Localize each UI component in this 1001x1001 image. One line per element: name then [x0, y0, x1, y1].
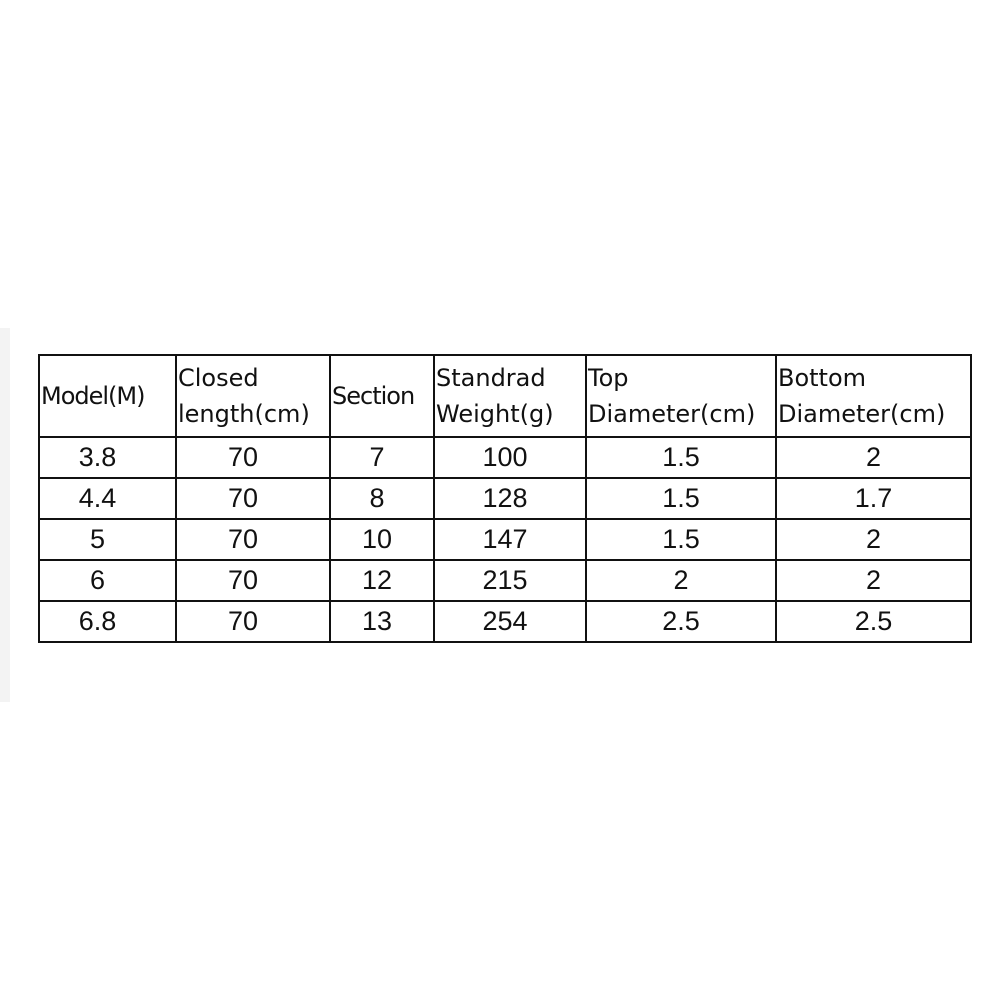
header-top-diameter-line1: Top	[588, 364, 629, 392]
cell-weight: 100	[434, 437, 586, 478]
cell-section: 10	[330, 519, 434, 560]
cell-weight: 254	[434, 601, 586, 642]
cell-top-diameter: 1.5	[586, 478, 776, 519]
cell-model: 3.8	[39, 437, 176, 478]
cell-weight: 147	[434, 519, 586, 560]
cell-top-diameter: 1.5	[586, 519, 776, 560]
header-weight-line1: Standrad	[436, 364, 546, 392]
header-section-label: Section	[332, 382, 415, 410]
cell-model: 5	[39, 519, 176, 560]
header-weight	[434, 355, 586, 437]
cell-top-diameter: 1.5	[586, 437, 776, 478]
header-model	[39, 355, 176, 437]
cell-closed-length: 70	[176, 601, 330, 642]
header-top-diameter-line2: Diameter(cm)	[588, 400, 756, 428]
cell-model: 4.4	[39, 478, 176, 519]
cell-bottom-diameter: 2	[776, 519, 971, 560]
cell-top-diameter: 2.5	[586, 601, 776, 642]
header-closed-length-line1: Closed	[178, 364, 259, 392]
table-row	[39, 601, 971, 642]
header-top-diameter	[586, 355, 776, 437]
header-weight-line2: Weight(g)	[436, 400, 554, 428]
side-strip	[0, 328, 10, 702]
cell-section: 12	[330, 560, 434, 601]
table-row	[39, 519, 971, 560]
table-row	[39, 560, 971, 601]
header-model-label: Model(M)	[41, 382, 145, 410]
cell-section: 8	[330, 478, 434, 519]
header-closed-length	[176, 355, 330, 437]
cell-bottom-diameter: 1.7	[776, 478, 971, 519]
header-section	[330, 355, 434, 437]
cell-section: 7	[330, 437, 434, 478]
cell-weight: 215	[434, 560, 586, 601]
header-closed-length-line2: length(cm)	[178, 400, 310, 428]
cell-weight: 128	[434, 478, 586, 519]
header-bottom-diameter	[776, 355, 971, 437]
table-row	[39, 478, 971, 519]
header-row	[39, 355, 971, 437]
cell-top-diameter: 2	[586, 560, 776, 601]
cell-bottom-diameter: 2	[776, 560, 971, 601]
cell-model: 6.8	[39, 601, 176, 642]
cell-section: 13	[330, 601, 434, 642]
cell-bottom-diameter: 2.5	[776, 601, 971, 642]
cell-model: 6	[39, 560, 176, 601]
cell-closed-length: 70	[176, 560, 330, 601]
cell-closed-length: 70	[176, 437, 330, 478]
cell-closed-length: 70	[176, 478, 330, 519]
header-bottom-diameter-line1: Bottom	[778, 364, 867, 392]
header-bottom-diameter-line2: Diameter(cm)	[778, 400, 946, 428]
table-row	[39, 437, 971, 478]
spec-table	[38, 354, 972, 643]
cell-closed-length: 70	[176, 519, 330, 560]
cell-bottom-diameter: 2	[776, 437, 971, 478]
